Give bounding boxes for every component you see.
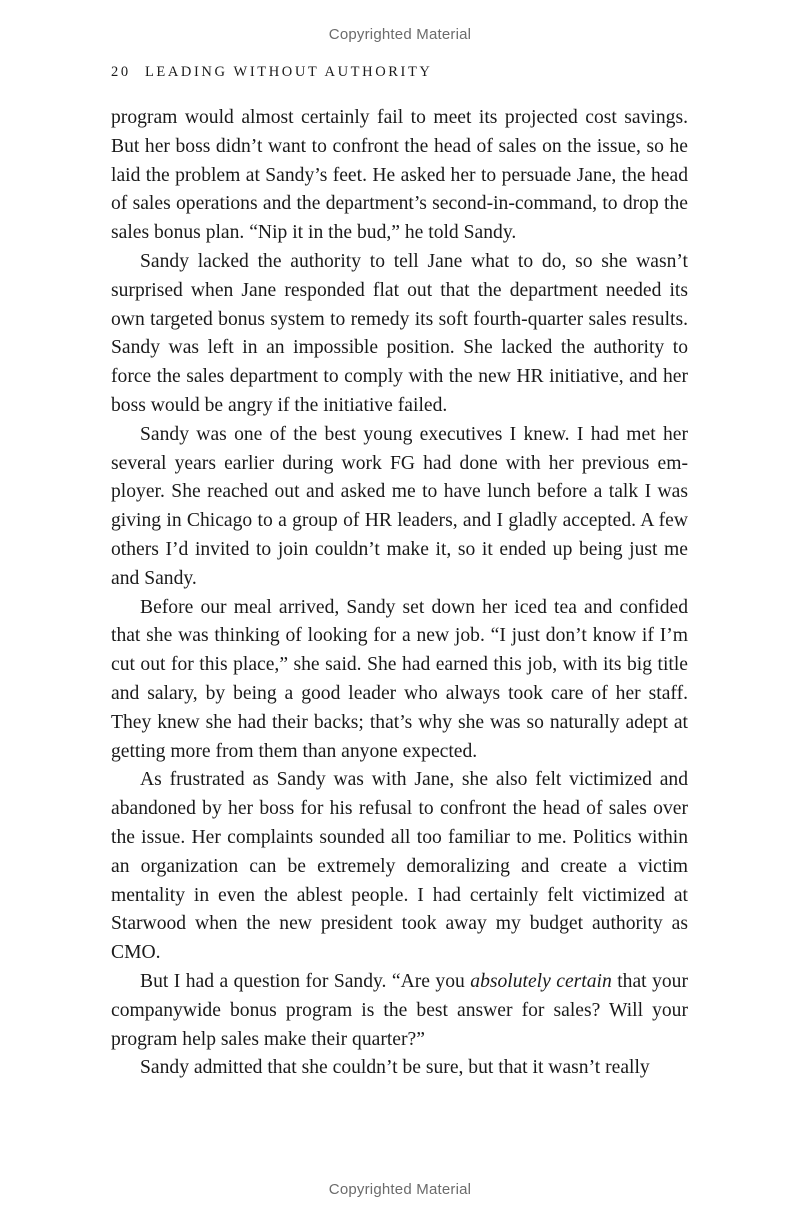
paragraph-6-end: that your companywide bonus program is the best answer for sales? Will your program help sales make their quarter?” <box>111 970 688 1050</box>
page-number: 20 <box>111 64 131 80</box>
copyright-watermark-top: Copyrighted Material <box>328 26 472 43</box>
paragraph-1: program would almost certainly fail to meet its projected cost savings. But her boss didn’t want to confront the head of sales on the issue, so he laid the problem at Sandy’s feet. He asked her to persuade Jane, the head of sales operations and the department’s second-in-command, to drop the sales bonus plan. “Nip it in the bud,” he told Sandy. <box>111 107 688 244</box>
paragraph-4: Before our meal arrived, Sandy set down her iced tea and confided that she was thinking of looking for a new job. “I just don’t know if I’m cut out for this place,” she said. She had earned this job, with its big title and salary, by being a good leader who always took care of her staff. They knew she had their backs; that’s why she was so naturally adept at getting more from them than anyone expected. <box>111 596 688 762</box>
paragraph-2: Sandy lacked the authority to tell Jane what to do, so she wasn’t surprised when Jane responded flat out that the department needed its own targeted bonus system to remedy its soft fourth-quarter sales results. Sandy was left in an impossible position. She lacked the authority to force the sales department to comply with the new HR initiative, and her boss would be angry if the initiative failed. <box>111 250 688 416</box>
page-body <box>111 104 688 1083</box>
paragraph-5: As frustrated as Sandy was with Jane, she also felt victimized and abandoned by her boss for his refusal to confront the head of sales over the issue. Her complaints sounded all too familiar to me. Politics within an organization can be extremely demoralizing and create a victim mentality in even the ablest people. I had certainly felt victimized at Starwood when the new president took away my budget authority as CMO. <box>111 769 688 964</box>
paragraph-6 <box>111 968 688 1054</box>
paragraph-3: Sandy was one of the best young executives I knew. I had met her several years earlier during work FG had done with her previous employer. She reached out and asked me to have lunch before a talk I was giving in Chicago to a group of HR leaders, and I gladly accepted. A few others I’d invited to join couldn’t make it, so it ended up being just me and Sandy. <box>111 423 688 589</box>
paragraph-7: Sandy admitted that she couldn’t be sure, but that it wasn’t really <box>140 1057 650 1079</box>
paragraph-6-start: But I had a question for Sandy. “Are you <box>140 970 471 992</box>
paragraph-6-emphasis: absolutely certain <box>470 970 612 992</box>
running-title: LEADING WITHOUT AUTHORITY <box>144 64 433 80</box>
copyright-watermark-bottom: Copyrighted Material <box>328 1181 472 1198</box>
running-header <box>111 64 433 81</box>
